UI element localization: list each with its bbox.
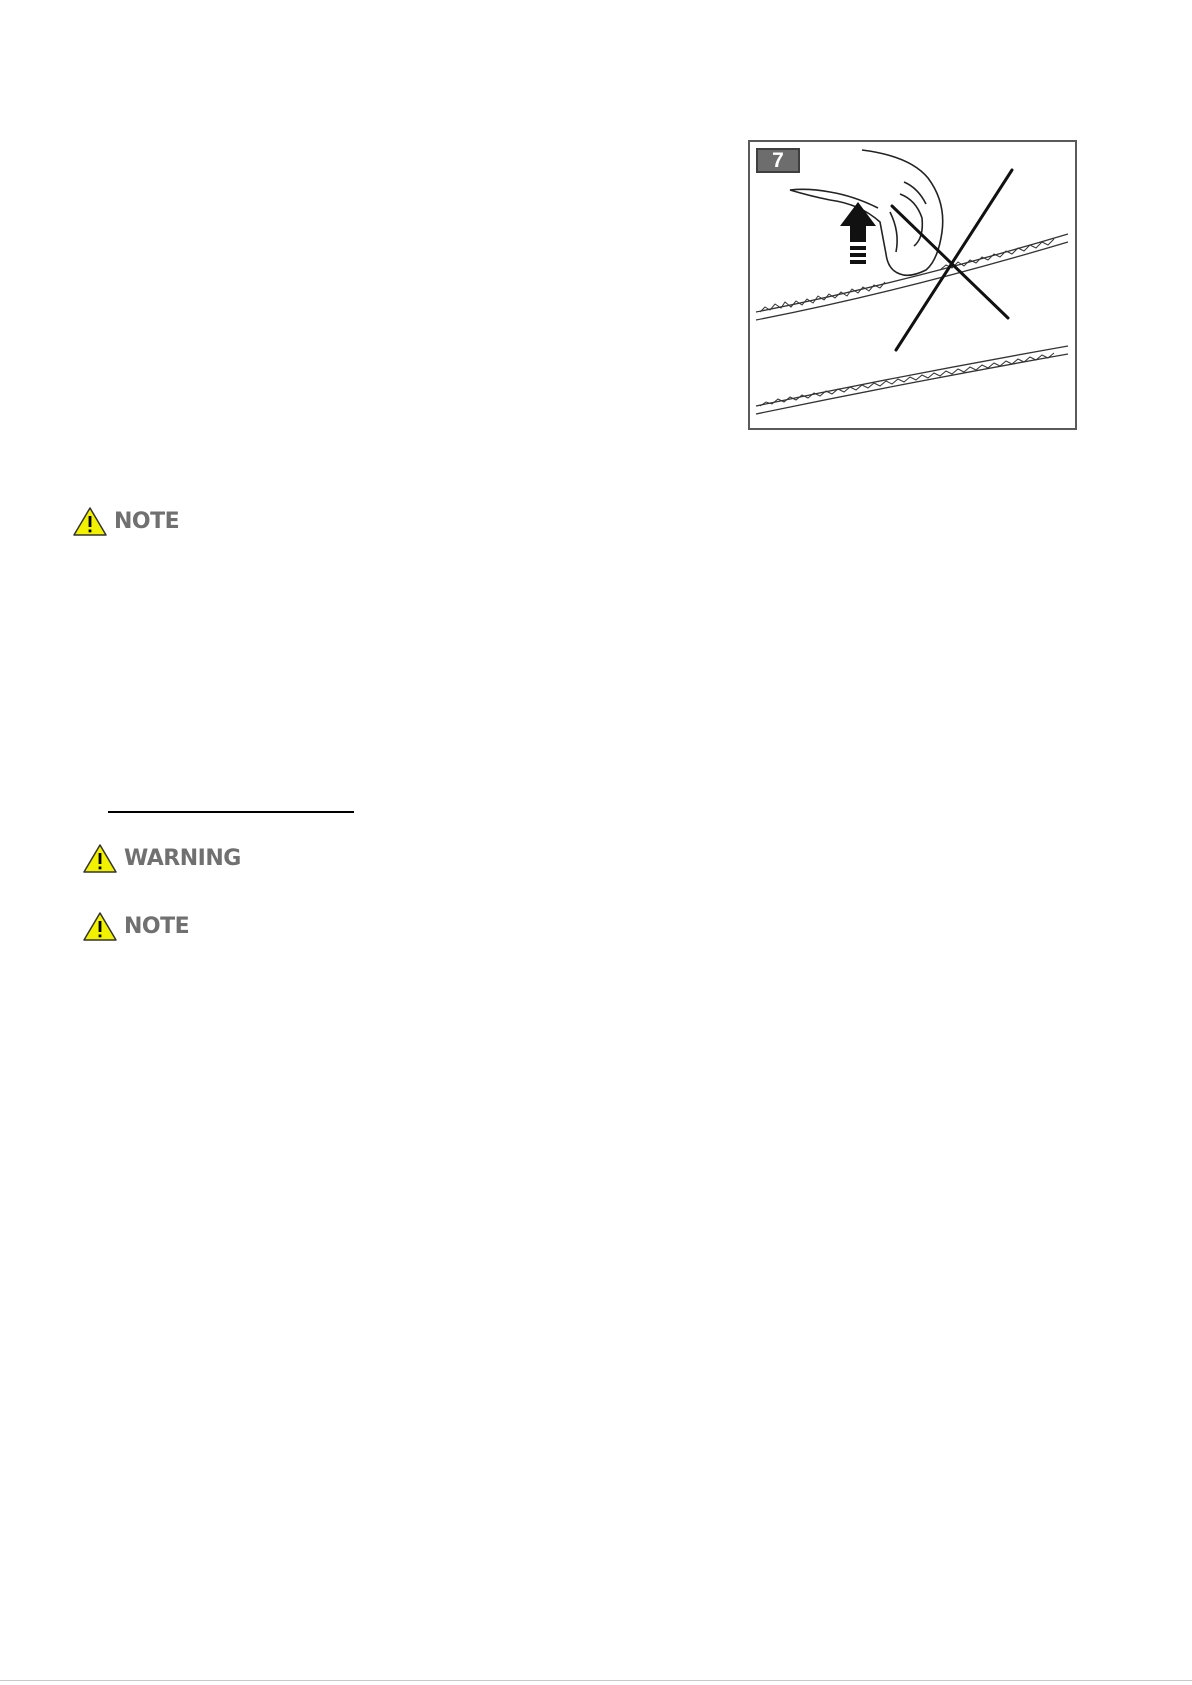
warning-callout bbox=[82, 843, 241, 874]
warning-triangle-icon bbox=[82, 843, 118, 874]
figure-7 bbox=[748, 140, 1077, 430]
note-label: NOTE bbox=[114, 509, 180, 534]
note-callout-2 bbox=[82, 911, 189, 942]
warning-triangle-icon bbox=[72, 506, 108, 537]
page-bottom-divider bbox=[0, 1680, 1192, 1681]
warning-triangle-icon bbox=[82, 911, 118, 942]
section-divider bbox=[108, 811, 354, 813]
hand-drawing bbox=[790, 150, 943, 275]
note-callout-1 bbox=[72, 506, 179, 537]
chain-illustration bbox=[750, 142, 1075, 428]
warning-label: WARNING bbox=[124, 846, 241, 871]
note-label: NOTE bbox=[124, 914, 190, 939]
lower-chain bbox=[756, 346, 1068, 414]
figure-number-badge: 7 bbox=[756, 148, 800, 173]
